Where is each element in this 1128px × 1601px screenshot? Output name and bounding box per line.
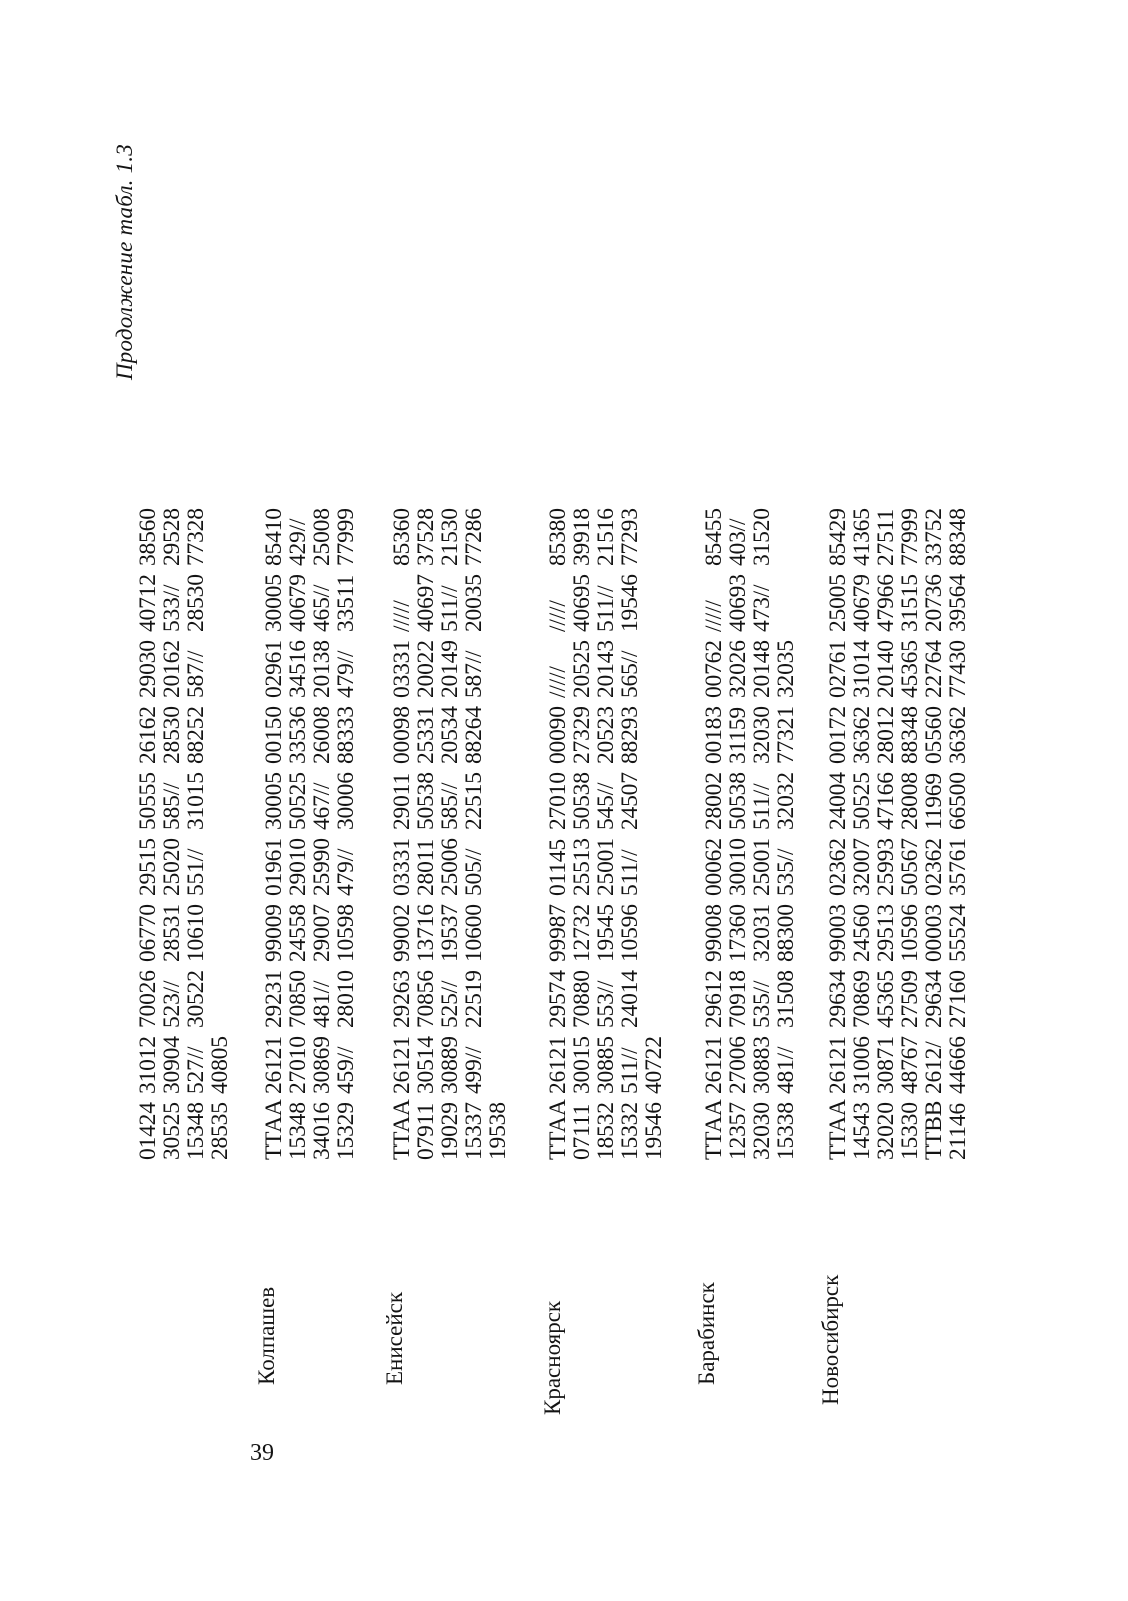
code-row (922, 500, 946, 1160)
code-group: 99002 (389, 904, 415, 962)
code-row (208, 500, 232, 1160)
code-group: 25990 (309, 838, 335, 896)
code-group: 02362 (921, 838, 947, 896)
code-group: 36362 (945, 706, 971, 764)
station-code-block (826, 500, 970, 1160)
code-group: 77430 (945, 640, 971, 698)
code-group: 465// (309, 584, 335, 632)
code-group: 19537 (437, 904, 463, 962)
code-row (438, 500, 462, 1160)
code-group: 85410 (261, 508, 287, 566)
code-group: 19546 (641, 1102, 667, 1160)
code-group: 17360 (725, 904, 751, 962)
code-group: 481// (773, 1046, 799, 1094)
code-group: 50525 (849, 772, 875, 830)
code-group: 50567 (897, 838, 923, 896)
code-group: 32035 (773, 640, 799, 698)
code-group: 03331 (389, 838, 415, 896)
code-group: 55524 (945, 904, 971, 962)
code-group: 88300 (773, 904, 799, 962)
code-group: 31012 (135, 1036, 161, 1094)
code-group: 24560 (849, 904, 875, 962)
code-group: 25993 (873, 838, 899, 896)
code-group: 533// (159, 584, 185, 632)
code-group: 27160 (945, 970, 971, 1028)
code-group: 77999 (333, 508, 359, 566)
code-group: 29574 (545, 970, 571, 1028)
table-caption: Продолжение табл. 1.3 (112, 144, 137, 380)
code-group: 00090 (545, 706, 571, 764)
code-group: 32026 (725, 640, 751, 698)
code-group: 36362 (849, 706, 875, 764)
code-row (750, 500, 774, 1160)
code-group: 29513 (873, 904, 899, 962)
code-group: 25513 (569, 838, 595, 896)
code-group: 77999 (897, 508, 923, 566)
code-group: 20138 (309, 640, 335, 698)
code-group: 479// (333, 848, 359, 896)
code-group: 24004 (825, 772, 851, 830)
code-group: 15329 (333, 1102, 359, 1160)
code-group: 29007 (309, 904, 335, 962)
code-group: 21516 (593, 508, 619, 566)
code-group: 34516 (285, 640, 311, 698)
code-group: ТТАА (389, 1099, 415, 1160)
code-group: 22764 (921, 640, 947, 698)
code-group: 88252 (183, 706, 209, 764)
code-group: 10596 (897, 904, 923, 962)
code-group: 30885 (593, 1036, 619, 1094)
station-name: Красноярск (540, 1300, 565, 1415)
code-group: 15337 (461, 1102, 487, 1160)
code-group: 07111 (569, 1103, 595, 1160)
code-group: 587// (183, 650, 209, 698)
code-group: 21530 (437, 508, 463, 566)
code-group: 25006 (437, 838, 463, 896)
code-group: 39564 (945, 574, 971, 632)
code-group: 565// (617, 650, 643, 698)
code-group: 27006 (725, 1036, 751, 1094)
code-group: 50555 (135, 772, 161, 830)
code-group: 70026 (135, 970, 161, 1028)
code-group: 20162 (159, 640, 185, 698)
code-group: 511// (617, 849, 643, 896)
code-group: 28010 (333, 970, 359, 1028)
code-group: 41365 (849, 508, 875, 566)
code-group: 10610 (183, 904, 209, 962)
code-group: 27329 (569, 706, 595, 764)
code-group: 50538 (413, 772, 439, 830)
code-group: 03331 (389, 640, 415, 698)
code-group: 20148 (749, 640, 775, 698)
station-name: Енисейск (382, 1291, 407, 1385)
code-group: ///// (701, 600, 727, 632)
code-group: 70880 (569, 970, 595, 1028)
code-group: 48767 (897, 1036, 923, 1094)
station-name: Колпашев (254, 1286, 279, 1385)
code-group: 20523 (593, 706, 619, 764)
code-group: 06770 (135, 904, 161, 962)
code-group: 29634 (921, 970, 947, 1028)
code-group: 12732 (569, 904, 595, 962)
code-group: 25005 (825, 574, 851, 632)
code-group: 01961 (261, 838, 287, 896)
code-group: 30522 (183, 970, 209, 1028)
code-group: 15348 (285, 1102, 311, 1160)
code-group: 85360 (389, 508, 415, 566)
code-group: 99009 (261, 904, 287, 962)
code-group: 01145 (545, 839, 571, 896)
code-group: 40712 (135, 574, 161, 632)
code-group: 30904 (159, 1036, 185, 1094)
code-row (726, 500, 750, 1160)
code-group: 29263 (389, 970, 415, 1028)
code-group: 551// (183, 848, 209, 896)
code-group: 33511 (333, 575, 359, 632)
code-group: 13716 (413, 904, 439, 962)
code-group: 25331 (413, 706, 439, 764)
code-group: 30869 (309, 1036, 335, 1094)
code-group: 20525 (569, 640, 595, 698)
code-group: 02761 (825, 640, 851, 698)
code-group: 24558 (285, 904, 311, 962)
code-row (286, 500, 310, 1160)
code-group: 88293 (617, 706, 643, 764)
code-group: 00183 (701, 706, 727, 764)
code-group: 481// (309, 980, 335, 1028)
code-group: 585// (437, 782, 463, 830)
code-group: 505// (461, 848, 487, 896)
code-group: 22515 (461, 772, 487, 830)
code-group: 28530 (183, 574, 209, 632)
code-group: 20022 (413, 640, 439, 698)
code-group: 70918 (725, 970, 751, 1028)
code-group: 553// (593, 980, 619, 1028)
code-group: 19545 (593, 904, 619, 962)
code-group: 31515 (897, 574, 923, 632)
code-group: 26121 (389, 1036, 415, 1094)
code-group: 27511 (873, 509, 899, 566)
code-group: 18532 (593, 1102, 619, 1160)
code-group: 50538 (569, 772, 595, 830)
code-group: 29612 (701, 970, 727, 1028)
code-group: 26121 (825, 1036, 851, 1094)
code-group: 511// (437, 585, 463, 632)
code-group: 77286 (461, 508, 487, 566)
code-group: 31014 (849, 640, 875, 698)
station-code-block (702, 500, 798, 1160)
code-row (642, 500, 666, 1160)
code-group: ///// (545, 600, 571, 632)
code-group: 499// (461, 1046, 487, 1094)
code-group: 20143 (593, 640, 619, 698)
code-group: 459// (333, 1046, 359, 1094)
code-group: 47166 (873, 772, 899, 830)
code-group: 35761 (945, 838, 971, 896)
code-group: 26121 (545, 1036, 571, 1094)
code-group: 22519 (461, 970, 487, 1028)
code-row (262, 500, 286, 1160)
code-group: 32030 (749, 706, 775, 764)
code-group: 40697 (413, 574, 439, 632)
code-group: 32031 (749, 904, 775, 962)
code-group: 511// (617, 1047, 643, 1094)
code-group: 28011 (413, 839, 439, 896)
code-group: 10596 (617, 904, 643, 962)
code-group: 30006 (333, 772, 359, 830)
code-group: 28002 (701, 772, 727, 830)
code-group: 30525 (159, 1102, 185, 1160)
code-group: 29011 (389, 773, 415, 830)
code-group: 40695 (569, 574, 595, 632)
code-group: 19546 (617, 574, 643, 632)
code-group: 28530 (159, 706, 185, 764)
code-group: 30871 (873, 1036, 899, 1094)
code-group: 19538 (485, 1102, 511, 1160)
code-group: 32032 (773, 772, 799, 830)
code-group: 15332 (617, 1102, 643, 1160)
code-row (486, 500, 510, 1160)
station-name: Новосибирск (818, 1274, 843, 1405)
code-group: 40679 (849, 574, 875, 632)
code-group: 15348 (183, 1102, 209, 1160)
code-group: 88348 (945, 508, 971, 566)
code-group: 38560 (135, 508, 161, 566)
code-row (702, 500, 726, 1160)
code-group: 70850 (285, 970, 311, 1028)
code-group: 20534 (437, 706, 463, 764)
code-group: 20140 (873, 640, 899, 698)
code-group: 12357 (725, 1102, 751, 1160)
code-group: 00003 (921, 904, 947, 962)
code-row (774, 500, 798, 1160)
code-group: 30005 (261, 772, 287, 830)
code-row (850, 500, 874, 1160)
code-group: 24507 (617, 772, 643, 830)
code-group: 545// (593, 782, 619, 830)
code-group: 30010 (725, 838, 751, 896)
station-code-block (262, 500, 358, 1160)
code-group: 29231 (261, 970, 287, 1028)
code-group: 479// (333, 650, 359, 698)
lead-code-block (136, 500, 232, 1160)
code-group: 15338 (773, 1102, 799, 1160)
code-group: 2612/ (921, 1041, 947, 1094)
code-group: 27509 (897, 970, 923, 1028)
code-group: 47966 (873, 574, 899, 632)
code-group: ///// (389, 600, 415, 632)
code-group: ТТВВ (921, 1100, 947, 1160)
code-group: 527// (183, 1046, 209, 1094)
code-row (570, 500, 594, 1160)
code-group: 00762 (701, 640, 727, 698)
code-group: 20736 (921, 574, 947, 632)
code-group: 11969 (921, 773, 947, 830)
code-group: 66500 (945, 772, 971, 830)
station-code-block (546, 500, 666, 1160)
code-group: 50525 (285, 772, 311, 830)
code-group: 26121 (701, 1036, 727, 1094)
code-group: 34016 (309, 1102, 335, 1160)
code-group: 40679 (285, 574, 311, 632)
code-group: 29528 (159, 508, 185, 566)
code-group: 85380 (545, 508, 571, 566)
code-group: 523// (159, 980, 185, 1028)
code-group: 33536 (285, 706, 311, 764)
code-group: 00098 (389, 706, 415, 764)
code-group: 39918 (569, 508, 595, 566)
code-group: 33752 (921, 508, 947, 566)
code-group: 45365 (873, 970, 899, 1028)
code-group: 31015 (183, 772, 209, 830)
page-number: 39 (250, 1440, 274, 1466)
code-group: 99008 (701, 904, 727, 962)
code-group: 29515 (135, 838, 161, 896)
code-group: 28531 (159, 904, 185, 962)
code-group: 27010 (545, 772, 571, 830)
code-group: 37528 (413, 508, 439, 566)
code-group: 25001 (749, 838, 775, 896)
code-group: 31508 (773, 970, 799, 1028)
code-group: 02961 (261, 640, 287, 698)
code-group: ТТАА (825, 1099, 851, 1160)
code-group: 26008 (309, 706, 335, 764)
code-group: 32020 (873, 1102, 899, 1160)
code-group: 511// (749, 783, 775, 830)
code-row (594, 500, 618, 1160)
code-group: 403// (725, 518, 751, 566)
code-group: 45365 (897, 640, 923, 698)
code-group: 10598 (333, 904, 359, 962)
code-group: 77328 (183, 508, 209, 566)
code-group: 26162 (135, 706, 161, 764)
code-group: 20149 (437, 640, 463, 698)
code-row (414, 500, 438, 1160)
code-group: 31159 (725, 707, 751, 764)
code-group: 77321 (773, 706, 799, 764)
code-group: 88333 (333, 706, 359, 764)
code-group: 40693 (725, 574, 751, 632)
code-group: 511// (593, 585, 619, 632)
code-group: 70856 (413, 970, 439, 1028)
code-group: 20035 (461, 574, 487, 632)
code-group: 31520 (749, 508, 775, 566)
code-group: 30514 (413, 1036, 439, 1094)
station-code-block (390, 500, 510, 1160)
code-group: 32030 (749, 1102, 775, 1160)
code-group: ТТАА (701, 1099, 727, 1160)
code-group: 70869 (849, 970, 875, 1028)
code-group: 29010 (285, 838, 311, 896)
code-row (618, 500, 642, 1160)
code-group: 467// (309, 782, 335, 830)
code-group: 31006 (849, 1036, 875, 1094)
code-group: 25001 (593, 838, 619, 896)
code-group: 07911 (413, 1103, 439, 1160)
code-group: 40805 (207, 1036, 233, 1094)
code-group: 21146 (945, 1103, 971, 1160)
code-row (310, 500, 334, 1160)
code-row (184, 500, 208, 1160)
code-group: 99003 (825, 904, 851, 962)
code-group: 01424 (135, 1102, 161, 1160)
code-group: 28008 (897, 772, 923, 830)
code-group: 02362 (825, 838, 851, 896)
code-group: 10600 (461, 904, 487, 962)
code-row (874, 500, 898, 1160)
code-group: 99987 (545, 904, 571, 962)
code-group: 27010 (285, 1036, 311, 1094)
code-group: 88264 (461, 706, 487, 764)
code-group: 30015 (569, 1036, 595, 1094)
code-group: 30883 (749, 1036, 775, 1094)
code-group: 00062 (701, 838, 727, 896)
code-row (160, 500, 184, 1160)
code-group: 585// (159, 782, 185, 830)
code-row (946, 500, 970, 1160)
code-group: ТТАА (261, 1099, 287, 1160)
code-group: 473// (749, 584, 775, 632)
code-row (898, 500, 922, 1160)
code-group: 26121 (261, 1036, 287, 1094)
code-group: 25020 (159, 838, 185, 896)
code-group: 50538 (725, 772, 751, 830)
code-row (136, 500, 160, 1160)
code-group: 40722 (641, 1036, 667, 1094)
code-group: 29030 (135, 640, 161, 698)
code-group: 19029 (437, 1102, 463, 1160)
code-group: 05560 (921, 706, 947, 764)
code-group: ///// (545, 666, 571, 698)
code-group: 88348 (897, 706, 923, 764)
code-row (826, 500, 850, 1160)
code-row (390, 500, 414, 1160)
code-group: 28535 (207, 1102, 233, 1160)
code-row (334, 500, 358, 1160)
code-group: 14543 (849, 1102, 875, 1160)
code-row (546, 500, 570, 1160)
station-name: Барабинск (694, 1282, 719, 1385)
code-group: 44666 (945, 1036, 971, 1094)
code-group: 535// (749, 980, 775, 1028)
code-row (462, 500, 486, 1160)
code-group: 429// (285, 518, 311, 566)
code-group: 30005 (261, 574, 287, 632)
code-group: 25008 (309, 508, 335, 566)
code-group: 32007 (849, 838, 875, 896)
code-group: 28012 (873, 706, 899, 764)
code-group: 29634 (825, 970, 851, 1028)
code-group: 30889 (437, 1036, 463, 1094)
code-group: 15330 (897, 1102, 923, 1160)
code-group: 00172 (825, 706, 851, 764)
code-group: 525// (437, 980, 463, 1028)
code-group: 85455 (701, 508, 727, 566)
code-group: 587// (461, 650, 487, 698)
code-group: 535// (773, 848, 799, 896)
code-group: 00150 (261, 706, 287, 764)
code-group: ТТАА (545, 1099, 571, 1160)
code-group: 77293 (617, 508, 643, 566)
code-group: 24014 (617, 970, 643, 1028)
code-group: 85429 (825, 508, 851, 566)
